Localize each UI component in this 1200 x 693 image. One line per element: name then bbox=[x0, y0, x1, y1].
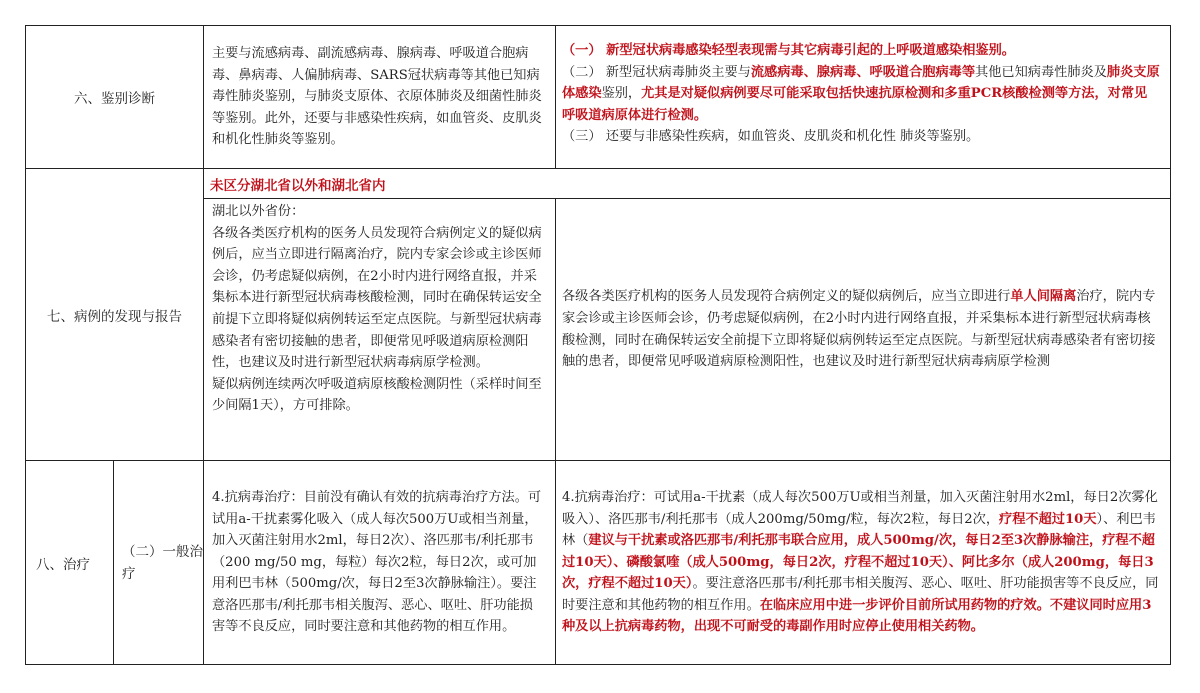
text-segment: 其他已知病毒性肺炎及 bbox=[975, 64, 1107, 80]
new-body bbox=[562, 286, 1160, 372]
highlight-segment: 疗程不超过10天 bbox=[999, 511, 1097, 527]
old-version-cell bbox=[204, 199, 556, 461]
old-title: 湖北以外省份： bbox=[212, 204, 305, 219]
old-body: 各级各类医疗机构的医务人员发现符合病例定义的疑似病例后，应当立即进行隔离治疗，院内专家会诊或主诊医师会诊，仍考虑疑似病例，在2小时内进行网络直报，并采集标本进行新型冠状病毒核酸检测，同时在确保转运安全前提下立即将疑似病例转运至定点医院。与新型冠状病毒感染者有密切接触的患者，即便常见呼吸道病原检测阳性，也建议及时进行新型冠状病毒病原学检测。 bbox=[212, 225, 542, 371]
new-version-cell bbox=[556, 199, 1171, 461]
text-segment: 4.抗病毒治疗：可试用a-干扰素（成人每次500万U或相当剂量，加入灭菌注射用水2ml，每日2次雾化吸入）、洛匹那韦/利托那韦（成人200mg/50mg/粒，每次2粒，每日2次， bbox=[562, 489, 1158, 527]
row-treatment bbox=[26, 461, 1171, 665]
category-label: 七、病例的发现与报告 bbox=[47, 308, 182, 325]
old-text: 4.抗病毒治疗：目前没有确认有效的抗病毒治疗方法。可试用a-干扰素雾化吸入（成人每次500万U或相当剂量，加入灭菌注射用水2ml，每日2次）、洛匹那韦/利托那韦（200 mg/50 mg，每粒）每次2粒，每日2次，或可加用利巴韦林（500mg/次，每日2至3次静脉输注）。要注意洛匹那韦/利托那韦相关腹泻、恶心、呕吐、肝功能损害等不良反应，同时要注意和其他药物的相互作用。 bbox=[212, 489, 542, 635]
category-label: 六、鉴别诊断 bbox=[74, 91, 155, 107]
comparison-table bbox=[25, 25, 1171, 665]
sub-category-cell bbox=[114, 461, 204, 665]
text-segment: ）、利巴韦林（ bbox=[562, 511, 1156, 549]
sub-category-label: （二）一般治疗 bbox=[122, 543, 203, 582]
new-version-cell bbox=[556, 26, 1171, 169]
old-version-cell bbox=[204, 461, 556, 665]
category-label: 八、治疗 bbox=[36, 556, 90, 573]
row-case-report-banner bbox=[26, 169, 1171, 199]
new-version-cell bbox=[556, 461, 1171, 665]
highlight-segment: 在临床应用中进一步评价目前所试用药物的疗效。不建议同时应用3种及以上抗病毒药物，出现不可耐受的毒副作用时应停止使用相关药物。 bbox=[562, 597, 1152, 635]
old-tail: 疑似病例连续两次呼吸道病原核酸检测阴性（采样时间至少间隔1天），方可排除。 bbox=[212, 376, 542, 414]
old-text: 主要与流感病毒、副流感病毒、腺病毒、呼吸道合胞病毒、鼻病毒、人偏肺病毒、SARS冠状病毒等其他已知病毒性肺炎鉴别，与肺炎支原体、衣原体肺炎及细菌性肺炎等鉴别。此外，还要与非感染性疾病，如血管炎、皮肌炎和机化性肺炎等鉴别。 bbox=[212, 46, 542, 148]
highlight-segment: 尤其是对疑似病例要尽可能采取包括快速抗原检测和多重PCR核酸检测等方法，对常见呼吸道病原体进行检测。 bbox=[562, 86, 1148, 123]
category-cell bbox=[26, 461, 114, 665]
category-cell bbox=[26, 169, 204, 461]
highlight-segment: 建议与干扰素或洛匹那韦/利托那韦联合应用，成人500mg/次，每日2至3次静脉输注，疗程不超过10天）、磷酸氯喹（成人500mg，每日2次，疗程不超过10天）、阿比多尔（成人200mg，每日3次，疗程不超过10天） bbox=[562, 533, 1155, 592]
row-differential-diagnosis bbox=[26, 26, 1171, 169]
highlight-segment: 单人间隔离 bbox=[1010, 289, 1077, 305]
new-paragraph-3: （三） 还要与非感染性疾病，如血管炎、皮肌炎和机化性 肺炎等鉴别。 bbox=[562, 129, 980, 145]
highlight-segment: 肺炎支原体感染 bbox=[562, 64, 1160, 102]
text-segment: （二） 新型冠状病毒肺炎主要与 bbox=[562, 64, 751, 80]
text-segment: 鉴别， bbox=[601, 86, 642, 102]
category-cell bbox=[26, 26, 204, 169]
banner-cell bbox=[204, 169, 1171, 199]
text-segment: 各级各类医疗机构的医务人员发现符合病例定义的疑似病例后，应当立即进行 bbox=[562, 289, 1011, 305]
old-version-cell bbox=[204, 26, 556, 169]
new-paragraph-2 bbox=[562, 62, 1160, 127]
highlight-segment: 流感病毒、腺病毒、呼吸道合胞病毒等 bbox=[750, 64, 976, 80]
text-segment: 。要注意洛匹那韦/利托那韦相关腹泻、恶心、呕吐、肝功能损害等不良反应，同时要注意和其他药物的相互作用。 bbox=[562, 576, 1159, 613]
new-paragraph-1: （一） 新型冠状病毒感染轻型表现需与其它病毒引起的上呼吸道感染相鉴别。 bbox=[562, 43, 1015, 58]
new-body bbox=[562, 487, 1160, 638]
banner-text: 未区分湖北省以外和湖北省内 bbox=[210, 177, 386, 194]
text-segment: 治疗，院内专家会诊或主诊医师会诊，仍考虑疑似病例，在2小时内进行网络直报，并采集标本进行新型冠状病毒核酸检测，同时在确保转运安全前提下立即将疑似病例转运至定点医院。与新型冠状病毒感染者有密切接触的患者，即便常见呼吸道病原检测阳性，也建议及时进行新型冠状病毒病原学检测 bbox=[562, 289, 1156, 370]
